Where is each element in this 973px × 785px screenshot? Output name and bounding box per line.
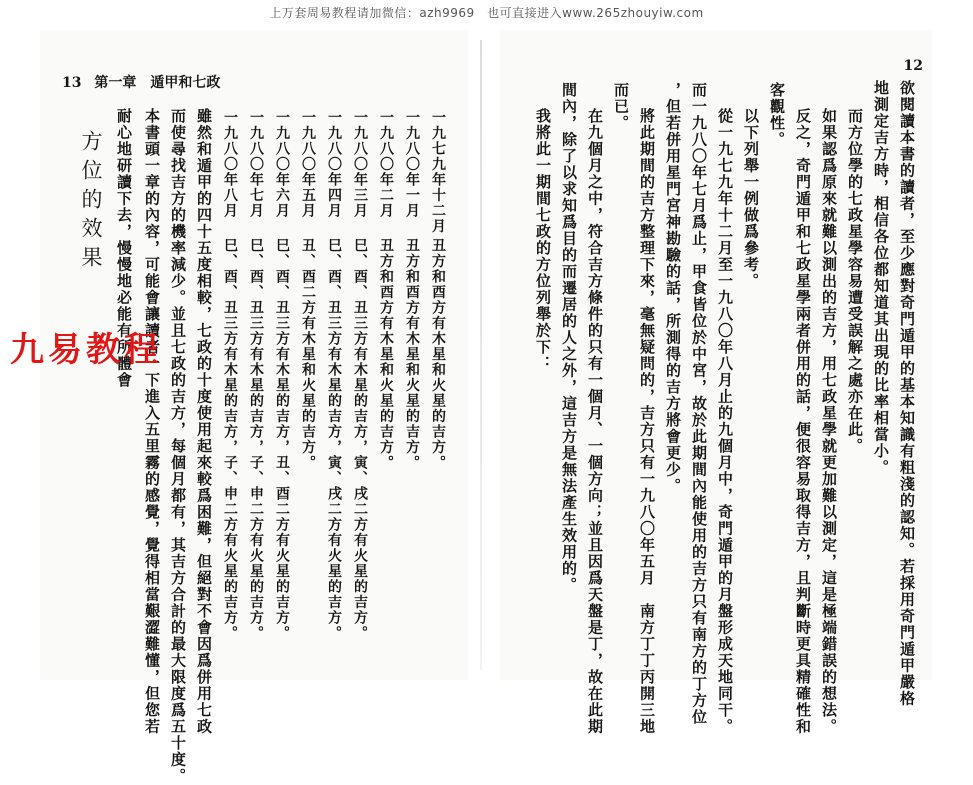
date-text: 巳、酉、丑三方有木星的吉方，子、申二方有火星的吉方。	[222, 238, 238, 641]
date-label: 一九八〇年二月	[378, 110, 394, 219]
date-label: 一九八〇年六月	[274, 110, 290, 219]
date-text: 巳、酉、丑三方有木星的吉方，子、申二方有火星的吉方。	[248, 238, 264, 641]
date-text: 巳、酉、丑三方有木星的吉方，寅、戌二方有火星的吉方。	[326, 238, 342, 641]
right-text-column: 如果認爲原來就難以測出的吉方，用七政星學就更加難以測定，這是極端錯誤的想法。	[820, 108, 838, 735]
section-title: 方位的效果	[79, 130, 103, 275]
left-text-column: 本書頭一章的內容，可能會讓讀者一下進入五里霧的感覺，覺得相當艱澀難懂，但您若	[143, 108, 161, 735]
right-text-column: 在九個月之中，符合吉方條件的只有一個月、一個方向；並且因爲天盤是丁，故在此期	[586, 108, 604, 735]
right-text-column: 而一九八〇年七月爲止，甲食皆位於中宮，故於此期間內能使用的吉方只有南方的丁方位	[690, 82, 708, 726]
right-page-number: 12	[903, 58, 923, 74]
date-text: 丑方和酉方有木星和火星的吉方。	[430, 238, 446, 471]
right-text-column: 從一九七九年十二月至一九八〇年八月止的九個月中，奇門遁甲的月盤形成天地同干。	[716, 108, 734, 735]
date-label: 一九八〇年八月	[222, 110, 238, 219]
left-page-number: 13	[62, 75, 82, 91]
right-text-column: 我將此一期間七政的方位列舉於下：	[534, 108, 552, 372]
date-label: 一九八〇年七月	[248, 110, 264, 219]
left-text-column: 而使尋找吉方的機率減少。並且七政的吉方，每個月都有，其吉方合計的最大限度爲五十度。	[169, 108, 187, 785]
date-text: 巳、酉、丑三方有木星的吉方，丑、酉二方有火星的吉方。	[274, 238, 290, 641]
right-text-column: 欲閱讀本書的讀者，至少應對奇門遁甲的基本知識有粗淺的認知。若採用奇門遁甲嚴格	[898, 80, 916, 707]
left-text-column: 雖然和遁甲的四十五度相較，七政的十度使用起來較爲困難，但絕對不會因爲併用七政	[195, 108, 213, 735]
watermark-logo: 九易教程	[10, 330, 162, 370]
left-page-header	[62, 72, 220, 92]
right-text-column: ，但若併用星門宮神勘驗的話，所測得的吉方將會更少。	[664, 82, 682, 495]
right-text-column: 間內，除了以求知爲目的而遷居的人之外，這吉方是無法產生效用的。	[560, 82, 578, 594]
book-spine	[480, 40, 482, 670]
date-label: 一九八〇年三月	[352, 110, 368, 219]
right-text-column: 反之，奇門遁甲和七政星學兩者併用的話，便很容易取得吉方，且判斷時更具精確性和	[794, 108, 812, 735]
right-text-column: 客觀性。	[768, 82, 786, 148]
date-text: 丑方和酉方有木星和火星的吉方。	[404, 238, 420, 471]
date-text: 丑方和酉方有木星和火星的吉方。	[378, 238, 394, 471]
right-text-column: 而方位學的七政星學容易遭受誤解之處亦在此。	[846, 108, 864, 455]
right-text-column: 將此期間的吉方整理下來，毫無疑問的，吉方只有一九八〇年五月 南方丁丁丙開三地	[638, 108, 656, 735]
left-text-column: 耐心地研讀下去，慢慢地必能有所體會	[115, 108, 133, 389]
right-text-column: 而已。	[612, 82, 630, 132]
date-label: 一九八〇年四月	[326, 110, 342, 219]
date-label: 一九八〇年五月	[300, 110, 316, 219]
right-text-column: 地測定吉方時，相信各位都知道其出現的比率相當小。	[872, 80, 890, 476]
top-banner: 上万套周易教程请加微信：azh9969 也可直接进入www.265zhouyiw.com	[269, 6, 704, 20]
chapter-header: 第一章 遁甲和七政	[94, 75, 221, 91]
date-text: 丑、酉二方有木星和火星的吉方。	[300, 238, 316, 471]
date-label: 一九八〇年一月	[404, 110, 420, 219]
right-text-column: 以下列舉一例做爲參考。	[742, 108, 760, 290]
date-text: 巳、酉、丑三方有木星的吉方，寅、戌二方有火星的吉方。	[352, 238, 368, 641]
date-label: 一九七九年十二月	[430, 110, 446, 234]
